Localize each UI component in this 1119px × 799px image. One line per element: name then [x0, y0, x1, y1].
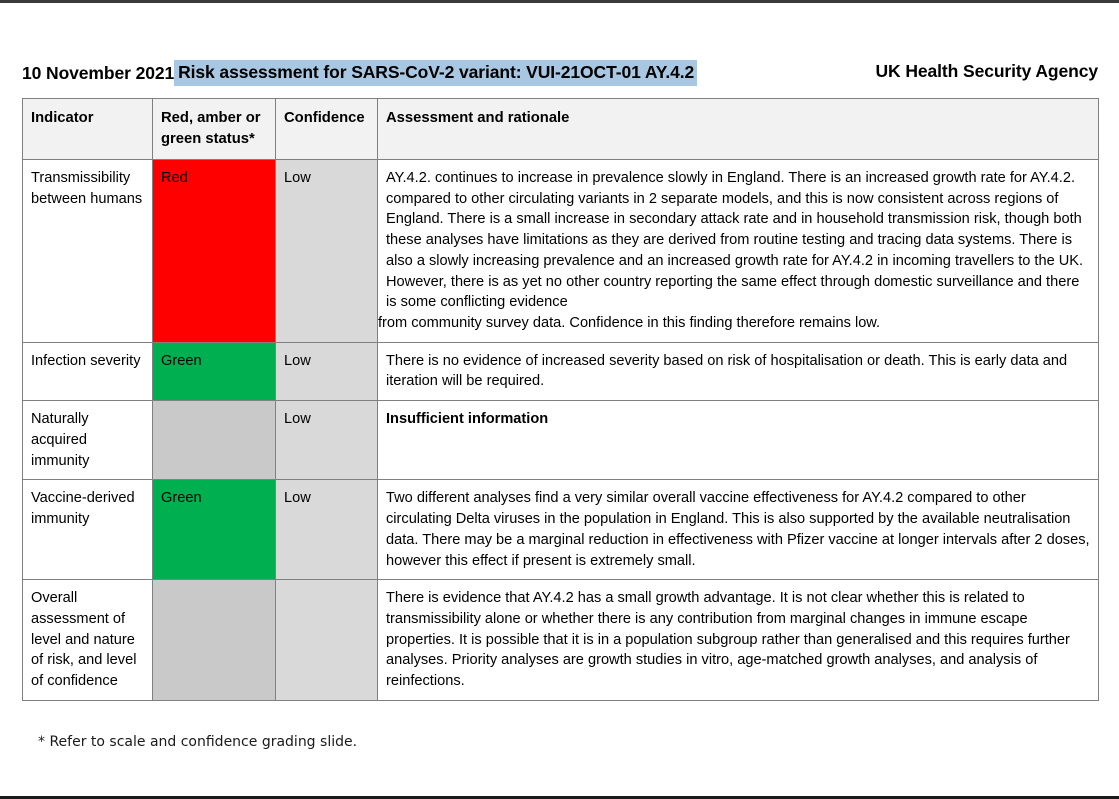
cell-assessment [378, 480, 1099, 580]
table-row [23, 480, 1099, 580]
cell-indicator: Transmissibility between humans [23, 160, 153, 343]
table-body [23, 160, 1099, 701]
column-header-assessment: Assessment and rationale [378, 99, 1099, 160]
assessment-paragraph: AY.4.2. continues to increase in prevalence slowly in England. There is an increased growth rate for AY.4.2. compared to other circulating variants in 2 separate models, and this is now consistent across regions of England. There is a small increase in secondary attack rate and in household transmission risk, though both these analyses have limitations as they are derived from routine testing and tracing data systems. There is also a slowly increasing prevalence and an increased growth rate for AY.4.2 in incoming travellers to the UK. However, there is as yet no other country reporting the same effect through domestic surveillance and there is some conflicting evidence [386, 170, 1084, 311]
organisation-name: UK Health Security Agency [875, 61, 1098, 81]
slide-date: 10 November 2021 [22, 62, 175, 83]
cell-indicator: Vaccine-derived immunity [23, 480, 153, 580]
cell-rag-status [153, 401, 276, 480]
slide-title-bar [22, 60, 1098, 86]
table-row [23, 342, 1099, 400]
page-title: Risk assessment for SARS-CoV-2 variant: VUI-21OCT-01 AY.4.2 [174, 60, 697, 86]
table-row [23, 580, 1099, 701]
column-header-rag-status: Red, amber or green status* [153, 99, 276, 160]
cell-confidence: Low [276, 342, 378, 400]
cell-indicator: Overall assessment of level and nature of risk, and level of confidence [23, 580, 153, 701]
assessment-paragraph: There is evidence that AY.4.2 has a small growth advantage. It is not clear whether this is related to transmissibility alone or whether there is any contribution from marginal changes in immune escape properties. It is possible that it is in a population subgroup rather than generalised and this requires further analyses. Priority analyses are growth studies in vitro, age-matched growth analyses, and analysis of reinfections. [386, 590, 1070, 690]
cell-assessment [378, 401, 1099, 480]
assessment-paragraph-tail: from community survey data. Confidence in this finding therefore remains low. [378, 315, 881, 332]
footnote: * Refer to scale and confidence grading slide. [38, 734, 358, 750]
assessment-paragraph: There is no evidence of increased severity based on risk of hospitalisation or death. This is early data and iteration will be required. [386, 352, 1068, 390]
risk-assessment-table [22, 98, 1099, 701]
cell-confidence: Low [276, 401, 378, 480]
column-header-indicator: Indicator [23, 99, 153, 160]
cell-confidence: Low [276, 160, 378, 343]
cell-confidence [276, 580, 378, 701]
cell-indicator: Infection severity [23, 342, 153, 400]
cell-rag-status: Green [153, 480, 276, 580]
cell-rag-status: Green [153, 342, 276, 400]
cell-assessment [378, 342, 1099, 400]
cell-rag-status [153, 580, 276, 701]
cell-indicator: Naturally acquired immunity [23, 401, 153, 480]
table-header-row [23, 99, 1099, 160]
cell-assessment [378, 160, 1099, 343]
risk-assessment-table-wrapper [22, 98, 1098, 701]
table-row [23, 160, 1099, 343]
cell-rag-status: Red [153, 160, 276, 343]
assessment-paragraph: Two different analyses find a very similar overall vaccine effectiveness for AY.4.2 compared to other circulating Delta viruses in the population in England. This is also supported by the available neutralisation data. There may be a marginal reduction in effectiveness with Pfizer vaccine at longer intervals after 2 doses, however this effect if present is extremely small. [386, 490, 1090, 569]
cell-confidence: Low [276, 480, 378, 580]
assessment-paragraph: Insufficient information [386, 411, 549, 428]
table-row [23, 401, 1099, 480]
cell-assessment [378, 580, 1099, 701]
column-header-confidence: Confidence [276, 99, 378, 160]
